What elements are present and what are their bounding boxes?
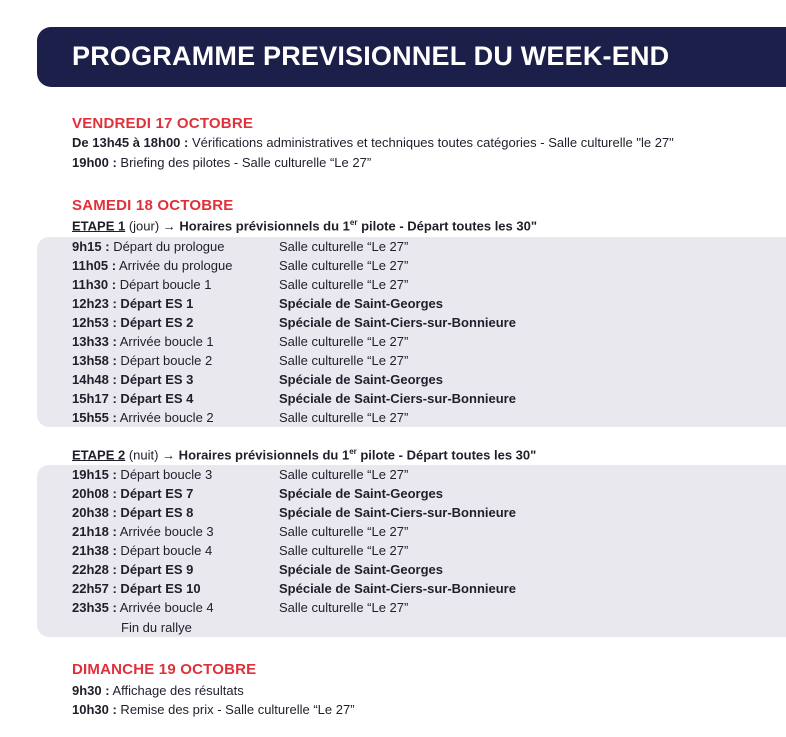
schedule-entry <box>72 277 212 292</box>
friday-line-1 <box>72 135 674 150</box>
sunday-line-2-text: Remise des prix - Salle culturelle “Le 27” <box>116 702 355 717</box>
stage-2-label: ETAPE 2 <box>72 447 126 463</box>
schedule-row <box>72 333 772 352</box>
schedule-entry <box>72 505 193 520</box>
schedule-location: Salle culturelle “Le 27” <box>279 410 409 425</box>
schedule-event: Départ ES 3 <box>116 372 194 387</box>
schedule-row <box>72 504 772 523</box>
schedule-event: Départ ES 2 <box>116 315 194 330</box>
schedule-time: 13h58 : <box>72 353 117 368</box>
schedule-time: 14h48 : <box>72 372 117 387</box>
stage-1-mode: (jour) <box>125 218 160 234</box>
schedule-row <box>72 542 772 561</box>
schedule-location: Salle culturelle “Le 27” <box>279 353 409 368</box>
schedule-entry <box>72 315 193 330</box>
stage-1-heading <box>72 218 537 233</box>
header-banner <box>37 27 786 87</box>
stage-1-label: ETAPE 1 <box>72 218 126 234</box>
schedule-time: 9h15 : <box>72 239 110 254</box>
friday-line-2-time: 19h00 : <box>72 155 117 170</box>
schedule-event: Arrivée boucle 2 <box>116 410 214 425</box>
schedule-row <box>72 561 772 580</box>
schedule-location: Spéciale de Saint-Georges <box>279 486 444 501</box>
schedule-entry <box>72 524 214 539</box>
schedule-time: 19h15 : <box>72 467 117 482</box>
rally-end-label: Fin du rallye <box>121 620 192 635</box>
schedule-location: Salle culturelle “Le 27” <box>279 524 409 539</box>
schedule-time: 21h38 : <box>72 543 117 558</box>
schedule-row <box>72 371 772 390</box>
schedule-location: Spéciale de Saint-Ciers-sur-Bonnieure <box>279 505 516 520</box>
schedule-row <box>72 257 772 276</box>
stage-2-desc: → Horaires prévisionnels du 1 <box>158 447 350 463</box>
schedule-row <box>72 523 772 542</box>
schedule-time: 20h08 : <box>72 486 117 501</box>
schedule-location: Salle culturelle “Le 27” <box>279 239 409 254</box>
stage-1-schedule <box>72 238 772 428</box>
stage-1-sup: er <box>349 218 358 227</box>
schedule-entry <box>72 353 212 368</box>
schedule-event: Arrivée boucle 1 <box>116 334 214 349</box>
schedule-location: Spéciale de Saint-Ciers-sur-Bonnieure <box>279 581 516 596</box>
schedule-row <box>72 580 772 599</box>
schedule-event: Départ ES 8 <box>116 505 194 520</box>
schedule-location: Spéciale de Saint-Georges <box>279 562 444 577</box>
schedule-entry <box>72 296 193 311</box>
stage-1-desc: → Horaires prévisionnels du 1 <box>159 218 350 234</box>
schedule-entry <box>72 410 214 425</box>
schedule-event: Départ ES 9 <box>116 562 194 577</box>
stage-2-desc-end: pilote - Départ toutes les 30" <box>356 447 537 463</box>
schedule-event: Arrivée boucle 3 <box>116 524 214 539</box>
page-title: PROGRAMME PREVISIONNEL DU WEEK-END <box>72 41 670 71</box>
schedule-event: Départ ES 10 <box>116 581 201 596</box>
schedule-location: Salle culturelle “Le 27” <box>279 258 409 273</box>
schedule-time: 22h57 : <box>72 581 117 596</box>
schedule-entry <box>72 239 225 254</box>
schedule-entry <box>72 581 201 596</box>
sunday-line-2 <box>72 702 355 717</box>
schedule-location: Salle culturelle “Le 27” <box>279 600 409 615</box>
schedule-location: Salle culturelle “Le 27” <box>279 277 409 292</box>
schedule-time: 11h05 : <box>72 258 117 273</box>
schedule-event: Départ ES 4 <box>116 391 194 406</box>
sunday-line-1-time: 9h30 : <box>72 683 110 698</box>
stage-2-schedule <box>72 466 772 618</box>
schedule-event: Arrivée boucle 4 <box>116 600 214 615</box>
schedule-row <box>72 466 772 485</box>
schedule-time: 12h53 : <box>72 315 117 330</box>
schedule-time: 11h30 : <box>72 277 117 292</box>
schedule-entry <box>72 258 232 273</box>
schedule-entry <box>72 372 193 387</box>
stage-2-heading <box>72 447 536 462</box>
schedule-row <box>72 485 772 504</box>
schedule-location: Salle culturelle “Le 27” <box>279 543 409 558</box>
sunday-heading: DIMANCHE 19 OCTOBRE <box>72 661 257 678</box>
schedule-row <box>72 599 772 618</box>
schedule-location: Spéciale de Saint-Ciers-sur-Bonnieure <box>279 391 516 406</box>
schedule-event: Départ boucle 4 <box>116 543 213 558</box>
schedule-event: Départ ES 7 <box>116 486 194 501</box>
schedule-row <box>72 238 772 257</box>
schedule-entry <box>72 562 193 577</box>
schedule-entry <box>72 486 193 501</box>
sunday-line-1 <box>72 683 244 698</box>
schedule-location: Spéciale de Saint-Georges <box>279 372 444 387</box>
schedule-row <box>72 352 772 371</box>
schedule-event: Départ boucle 1 <box>116 277 212 292</box>
schedule-event: Arrivée du prologue <box>116 258 233 273</box>
schedule-entry <box>72 334 214 349</box>
stage-1-desc-end: pilote - Départ toutes les 30" <box>357 218 538 234</box>
schedule-event: Départ du prologue <box>109 239 225 254</box>
sunday-line-1-text: Affichage des résultats <box>109 683 244 698</box>
schedule-row <box>72 276 772 295</box>
schedule-time: 22h28 : <box>72 562 117 577</box>
schedule-time: 13h33 : <box>72 334 117 349</box>
friday-line-1-time: De 13h45 à 18h00 : <box>72 135 189 150</box>
schedule-event: Départ boucle 3 <box>116 467 213 482</box>
saturday-heading: SAMEDI 18 OCTOBRE <box>72 197 234 214</box>
schedule-entry <box>72 543 212 558</box>
schedule-time: 20h38 : <box>72 505 117 520</box>
friday-heading: VENDREDI 17 OCTOBRE <box>72 115 254 132</box>
schedule-time: 23h35 : <box>72 600 117 615</box>
schedule-row <box>72 295 772 314</box>
schedule-location: Spéciale de Saint-Ciers-sur-Bonnieure <box>279 315 516 330</box>
schedule-location: Salle culturelle “Le 27” <box>279 467 409 482</box>
sunday-line-2-time: 10h30 : <box>72 702 117 717</box>
schedule-row <box>72 314 772 333</box>
schedule-event: Départ ES 1 <box>116 296 194 311</box>
schedule-event: Départ boucle 2 <box>116 353 213 368</box>
schedule-entry <box>72 600 214 615</box>
friday-line-1-text: Vérifications administratives et techniques toutes catégories - Salle culturelle "le 27" <box>188 135 674 150</box>
schedule-row <box>72 409 772 428</box>
schedule-entry <box>72 467 212 482</box>
schedule-time: 15h55 : <box>72 410 117 425</box>
schedule-entry <box>72 391 193 406</box>
schedule-time: 21h18 : <box>72 524 117 539</box>
schedule-location: Salle culturelle “Le 27” <box>279 334 409 349</box>
friday-line-2-text: Briefing des pilotes - Salle culturelle “Le 27” <box>116 155 372 170</box>
schedule-time: 12h23 : <box>72 296 117 311</box>
stage-2-mode: (nuit) <box>125 447 159 463</box>
schedule-row <box>72 390 772 409</box>
schedule-location: Spéciale de Saint-Georges <box>279 296 444 311</box>
friday-line-2 <box>72 155 371 170</box>
stage-2-sup: er <box>349 447 357 456</box>
schedule-time: 15h17 : <box>72 391 117 406</box>
